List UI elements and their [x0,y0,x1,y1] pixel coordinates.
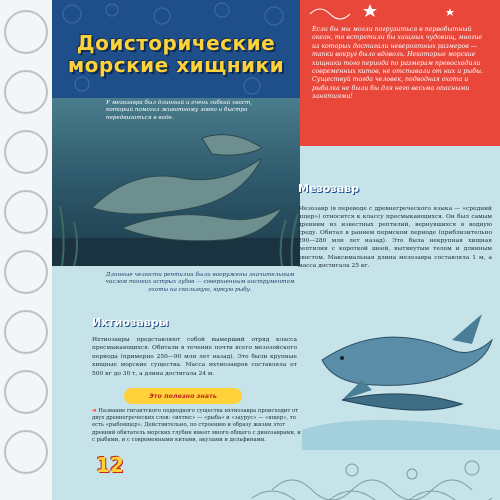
fact-text [92,408,304,444]
swirl-decoration [4,10,48,54]
swirl-decoration [4,70,48,114]
swirl-decoration [4,430,48,474]
ichthyosaurs-heading: Ихтиозавры [92,316,169,329]
mesosaur-heading: Мезозавр [298,182,360,195]
fact-badge: Это полезно знать [124,388,242,404]
mesosaur-scene [52,98,300,266]
title-band [52,0,300,98]
star-decoration [300,0,500,22]
book-page [52,0,500,500]
left-page-edge [0,0,52,500]
swirl-decoration [4,130,48,174]
intro-text: Если бы мы могли погрузиться в первобытный океан, то встретили бы хищных чудовищ, многие из которых достигали невероятных размеров — тапки вокруг было вдоволь. Некоторые морские хищники того периода по размерам превосходили современных китов, не отставали от них и рыбы. Существуй тогда человек, подводная охота и рыбалка не были бы для него весьма опасными занятиями! [312,26,483,101]
ichthyosaur-illustration [302,300,500,450]
page-title: Доисторические морские хищники [67,31,285,77]
swirl-decoration [4,190,48,234]
bullet-arrow-icon: ➔ [92,408,99,414]
intro-box [300,0,500,146]
swirl-decoration [4,310,48,354]
swirl-decoration [4,250,48,294]
page-number: 12 [96,453,124,477]
swirl-decoration [4,370,48,414]
jaw-caption: Длинные челюсти рептилии были вооружены значительным числом тонких острых зубов — совершенным инструментом охоты на скользкую, юркую рыбу. [105,272,295,293]
mesosaur-illustration [52,98,300,266]
ichthyosaurs-text: Ихтиозавры представляют собой вымерший отряд класса пресмыкающихся. Обитали в течение почти всего мезозойского периода (примерно 250—90 млн лет назад). Это были крупные хищные морские существа. Масса ихтиозавров составляла от 500 кг до 30 т, а длина достигала 24 м. [92,337,297,377]
fact-body: Название гигантского подводного существа ихтиозавра происходит от двух древнегреческих слов: «ихтюс» — «рыба» и «заурус» — «ящер», то есть «рыбоящер». Действительно, по строению и образу жизни этот древний обитатель морских глубин имеет много общего с динозаврами, и с рыбами, и с современными китами, акулами и дельфинами. [92,408,301,443]
mesosaur-photo-caption: У мезозавра был длинный и очень гибкий хвост, который помогал животному ловко и быстро передвигаться в воде. [106,100,253,121]
mesosaur-text: Мезозавр (в переводе с древнегреческого языка — «средний ящер») относится к классу пресмыкающихся. Он был самым древним из известных рептилий, вернувшихся в водную среду. Обитал в раннем пермском периоде (приблизительно 290—280 млн лет назад). Это была некрупная хищная рептилия с короткой шеей, вытянутым телом и длинным хвостом. Максимальная длина мезозавра составляла 1 м, а масса достигала 25 кг. [298,206,492,269]
